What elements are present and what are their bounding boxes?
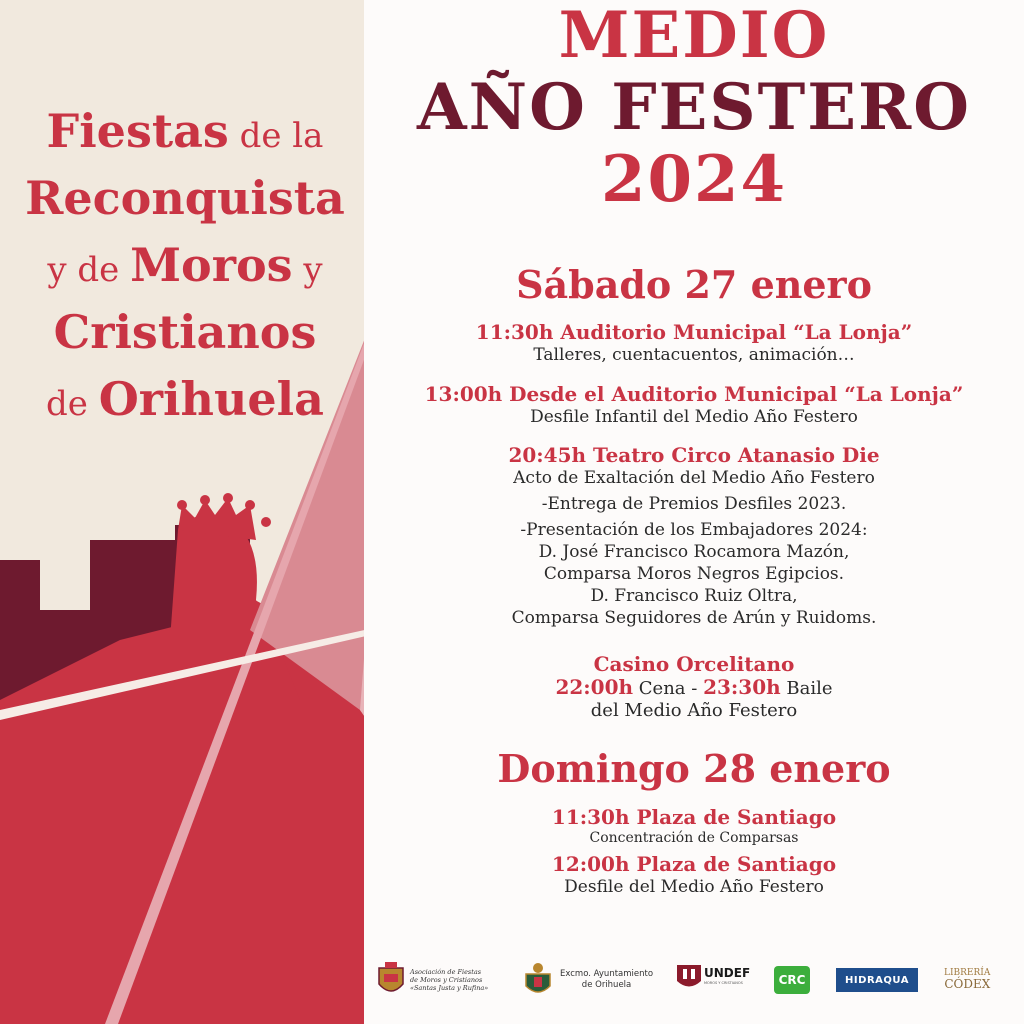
event-time-place: 13:00h Desde el Auditorio Municipal “La Lonja” — [424, 382, 964, 406]
main-title — [364, 0, 1024, 216]
event-place: Casino Orcelitano — [593, 652, 795, 676]
side-panel — [0, 0, 364, 1024]
undef-shield-icon — [676, 964, 702, 992]
event-time-place: 20:45h Teatro Circo Atanasio Die — [508, 443, 880, 467]
event-times — [364, 676, 1024, 700]
ayuntamiento-logo — [522, 962, 653, 998]
title-line2: AÑO FESTERO — [417, 70, 971, 145]
undef-subtext: MOROS Y CRISTIANOS — [704, 981, 743, 985]
side-line1-bold: Fiestas — [46, 104, 229, 158]
event-time-dinner: 22:00h — [555, 675, 634, 699]
sunday-event-1 — [364, 805, 1024, 847]
title-line3: 2024 — [600, 142, 788, 217]
side-line3-bold: Moros — [130, 238, 293, 292]
event-description: Concentración de Comparsas — [589, 830, 799, 846]
libreria-top-text: LIBRERÍA — [944, 968, 991, 978]
sunday-heading: Domingo 28 enero — [497, 746, 891, 791]
asociacion-line2: de Moros y Cristianos — [410, 976, 483, 984]
event-description: -Presentación de los Embajadores 2024: — [520, 520, 868, 540]
asociacion-line3: «Santas Justa y Rufina» — [410, 984, 489, 992]
saturday-heading: Sábado 27 enero — [516, 262, 872, 307]
side-line4-bold: Cristianos — [53, 305, 317, 359]
hidraqua-logo — [836, 968, 918, 992]
event-description: D. José Francisco Rocamora Mazón, — [538, 542, 850, 562]
sponsor-logos — [364, 958, 1024, 1006]
crc-logo — [774, 966, 810, 994]
saturday-event-4 — [364, 652, 1024, 722]
event-description: Acto de Exaltación del Medio Año Festero — [513, 468, 875, 488]
event-time-place: 11:30h Auditorio Municipal “La Lonja” — [475, 320, 913, 344]
hidraqua-text: HIDRAQUA — [845, 974, 909, 986]
event-description: -Entrega de Premios Desfiles 2023. — [541, 494, 847, 514]
festival-name — [10, 100, 360, 435]
side-line1-light: de la — [239, 116, 324, 156]
crest-icon — [376, 962, 406, 998]
asociacion-line1: Asociación de Fiestas — [410, 968, 482, 976]
program-panel — [364, 0, 1024, 1024]
event-time-dance: 23:30h — [703, 675, 781, 699]
title-line1: MEDIO — [558, 0, 830, 73]
coat-of-arms-icon — [522, 962, 554, 998]
side-line2-bold: Reconquista — [25, 171, 345, 225]
ayuntamiento-line1: Excmo. Ayuntamiento — [560, 969, 654, 979]
side-line3-light-a: y de — [47, 250, 120, 290]
undef-logo — [676, 964, 750, 992]
saturday-event-1 — [364, 320, 1024, 366]
asociacion-logo — [376, 962, 488, 998]
event-dance-label: Baile — [780, 678, 833, 699]
event-time-place: 12:00h Plaza de Santiago — [551, 852, 837, 876]
event-description: del Medio Año Festero — [590, 700, 798, 721]
event-description: Comparsa Moros Negros Egipcios. — [543, 564, 845, 584]
event-description: D. Francisco Ruiz Oltra, — [590, 586, 798, 606]
crc-text: CRC — [778, 973, 806, 987]
libreria-codex-logo — [944, 968, 990, 990]
sunday-event-2 — [364, 852, 1024, 898]
undef-text: UNDEF — [704, 966, 751, 980]
saturday-event-3 — [364, 443, 1024, 629]
side-line3-light-b: y — [303, 250, 323, 290]
event-dinner-label: Cena - — [633, 678, 704, 699]
side-line5-bold: Orihuela — [98, 372, 324, 426]
event-description: Comparsa Seguidores de Arún y Ruidoms. — [511, 608, 877, 628]
event-description: Desfile del Medio Año Festero — [564, 877, 824, 897]
event-description: Desfile Infantil del Medio Año Festero — [530, 407, 858, 427]
event-description: Talleres, cuentacuentos, animación… — [533, 345, 855, 365]
saturday-event-2 — [364, 382, 1024, 428]
ayuntamiento-line2: de Orihuela — [581, 980, 632, 990]
side-line5-light: de — [46, 384, 88, 424]
libreria-bottom-text: CÓDEX — [944, 977, 991, 991]
event-time-place: 11:30h Plaza de Santiago — [551, 805, 837, 829]
